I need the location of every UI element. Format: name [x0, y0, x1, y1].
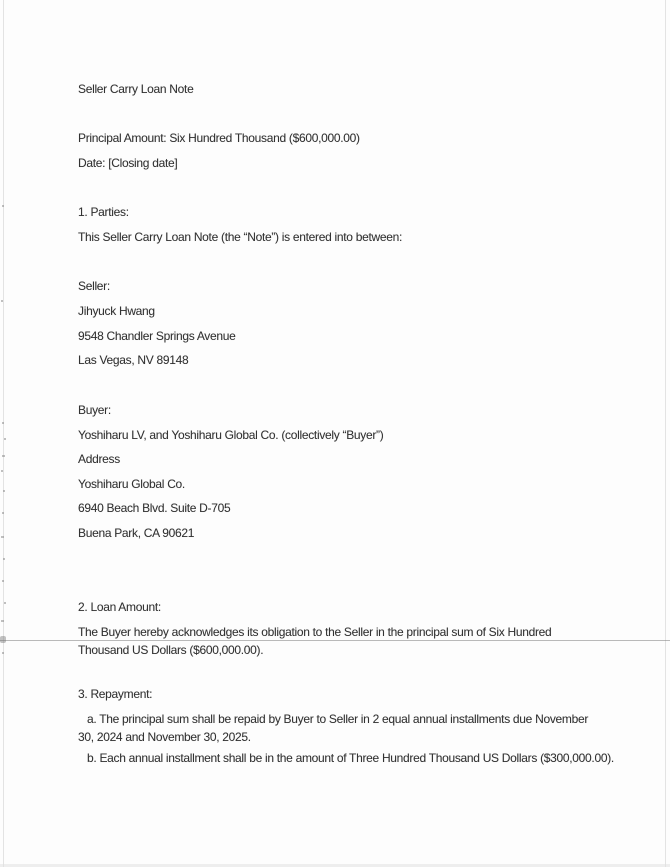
scan-speckle	[4, 602, 6, 604]
loan-amount-heading: 2. Loan Amount:	[78, 600, 161, 614]
principal-amount-line: Principal Amount: Six Hundred Thousand ($600,000.00)	[78, 131, 360, 145]
scan-speckle	[1, 620, 4, 622]
parties-intro: This Seller Carry Loan Note (the “Note”) is entered into between:	[78, 230, 402, 244]
seller-name: Jihyuck Hwang	[78, 304, 155, 318]
scan-speckle	[2, 580, 4, 582]
loan-amount-body: The Buyer hereby acknowledges its obligation to the Seller in the principal sum of Six Hundred Thousand US Dollars ($600,000.00).	[78, 625, 552, 657]
buyer-company: Yoshiharu Global Co.	[78, 477, 185, 491]
scan-speckle	[2, 512, 4, 514]
scan-speckle	[3, 558, 5, 560]
scan-speckle	[2, 422, 4, 424]
scan-speckle	[2, 652, 4, 654]
document-title: Seller Carry Loan Note	[78, 82, 194, 96]
scan-edge-right	[665, 0, 666, 867]
date-line: Date: [Closing date]	[78, 156, 178, 170]
scan-speckle	[3, 490, 5, 492]
repayment-item-b: b. Each annual installment shall be in the amount of Three Hundred Thousand US Dollars ($300,000.00).	[87, 751, 614, 765]
parties-heading: 1. Parties:	[78, 205, 129, 219]
buyer-name: Yoshiharu LV, and Yoshiharu Global Co. (collectively “Buyer”)	[78, 428, 384, 442]
buyer-address-line1: 6940 Beach Blvd. Suite D-705	[78, 501, 231, 515]
buyer-address-line2: Buena Park, CA 90621	[78, 526, 195, 540]
scan-speckle	[2, 205, 4, 207]
scan-edge-left	[3, 0, 4, 867]
buyer-address-label: Address	[78, 452, 120, 466]
scan-speckle	[4, 438, 6, 440]
scan-speckle	[1, 536, 4, 538]
seller-address-line2: Las Vegas, NV 89148	[78, 353, 189, 367]
seller-address-line1: 9548 Chandler Springs Avenue	[78, 329, 236, 343]
repayment-heading: 3. Repayment:	[78, 687, 153, 701]
seller-label: Seller:	[78, 279, 110, 293]
scan-speckle	[1, 470, 3, 472]
scan-speckle	[2, 455, 5, 457]
repayment-item-a: a. The principal sum shall be repaid by Buyer to Seller in 2 equal annual installments due November 30, 2024 and November 30, 2025.	[78, 712, 589, 744]
scan-smudge	[0, 636, 6, 643]
scan-speckle	[1, 300, 3, 302]
buyer-label: Buyer:	[78, 403, 111, 417]
